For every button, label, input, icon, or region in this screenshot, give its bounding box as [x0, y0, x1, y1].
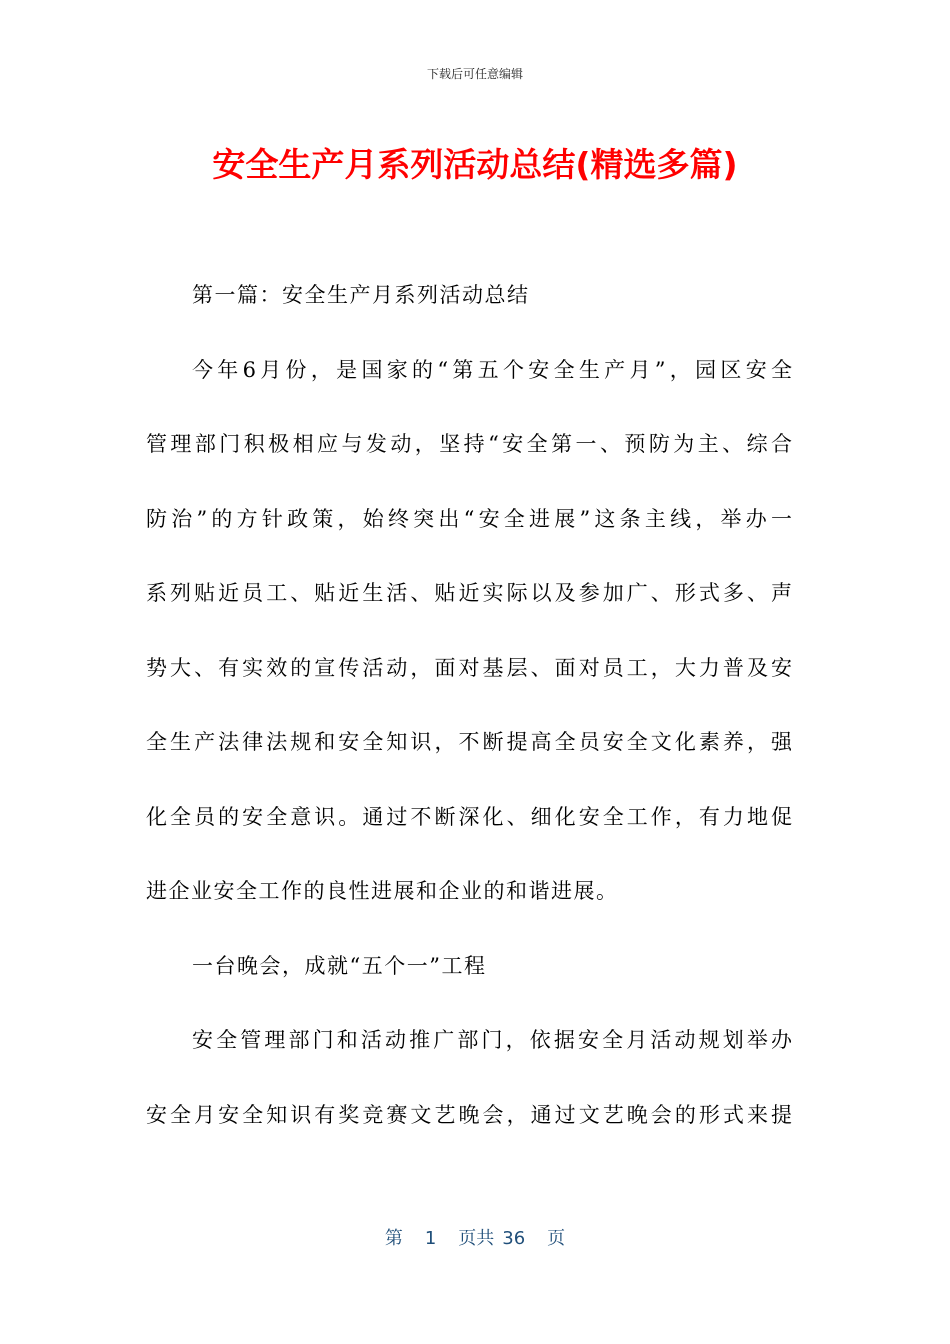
footer-page-number: 1: [424, 1228, 437, 1249]
paragraph-line: 第一篇：安全生产月系列活动总结: [192, 283, 530, 307]
paragraph-line: 势大、有实效的宣传活动，面对基层、面对员工，大力普及安: [146, 655, 792, 680]
paragraph-line: 安全月安全知识有奖竞赛文艺晚会，通过文艺晚会的形式来提: [146, 1102, 792, 1127]
document-body: [146, 258, 792, 1152]
footer-middle: 页共: [458, 1228, 495, 1249]
paragraph-line: 安全管理部门和活动推广部门，依据安全月活动规划举办: [192, 1028, 792, 1052]
paragraph-line: 系列贴近员工、贴近生活、贴近实际以及参加广、形式多、声: [146, 581, 792, 605]
footer-total-pages: 36: [502, 1228, 526, 1249]
paragraph-line: 防治”的方针政策，始终突出“安全进展”这条主线，举办一: [146, 506, 792, 531]
footer-suffix: 页: [547, 1228, 566, 1249]
paragraph-line: 一台晚会，成就“五个一”工程: [192, 953, 487, 978]
page-footer: [0, 1222, 950, 1256]
header-note: 下载后可任意编辑: [426, 67, 523, 81]
paragraph-line: 化全员的安全意识。通过不断深化、细化安全工作，有力地促: [146, 804, 792, 829]
footer-prefix: 第: [384, 1228, 403, 1249]
paragraph-line: 进企业安全工作的良性进展和企业的和谐进展。: [146, 879, 619, 903]
paragraph-line: 今年6月份，是国家的“第五个安全生产月”，园区安全: [192, 357, 792, 382]
document-title: 安全生产月系列活动总结(精选多篇): [212, 145, 738, 184]
paragraph-line: 全生产法律法规和安全知识，不断提高全员安全文化素养，强: [146, 730, 792, 754]
paragraph-line: 管理部门积极相应与发动，坚持“安全第一、预防为主、综合: [146, 432, 792, 456]
